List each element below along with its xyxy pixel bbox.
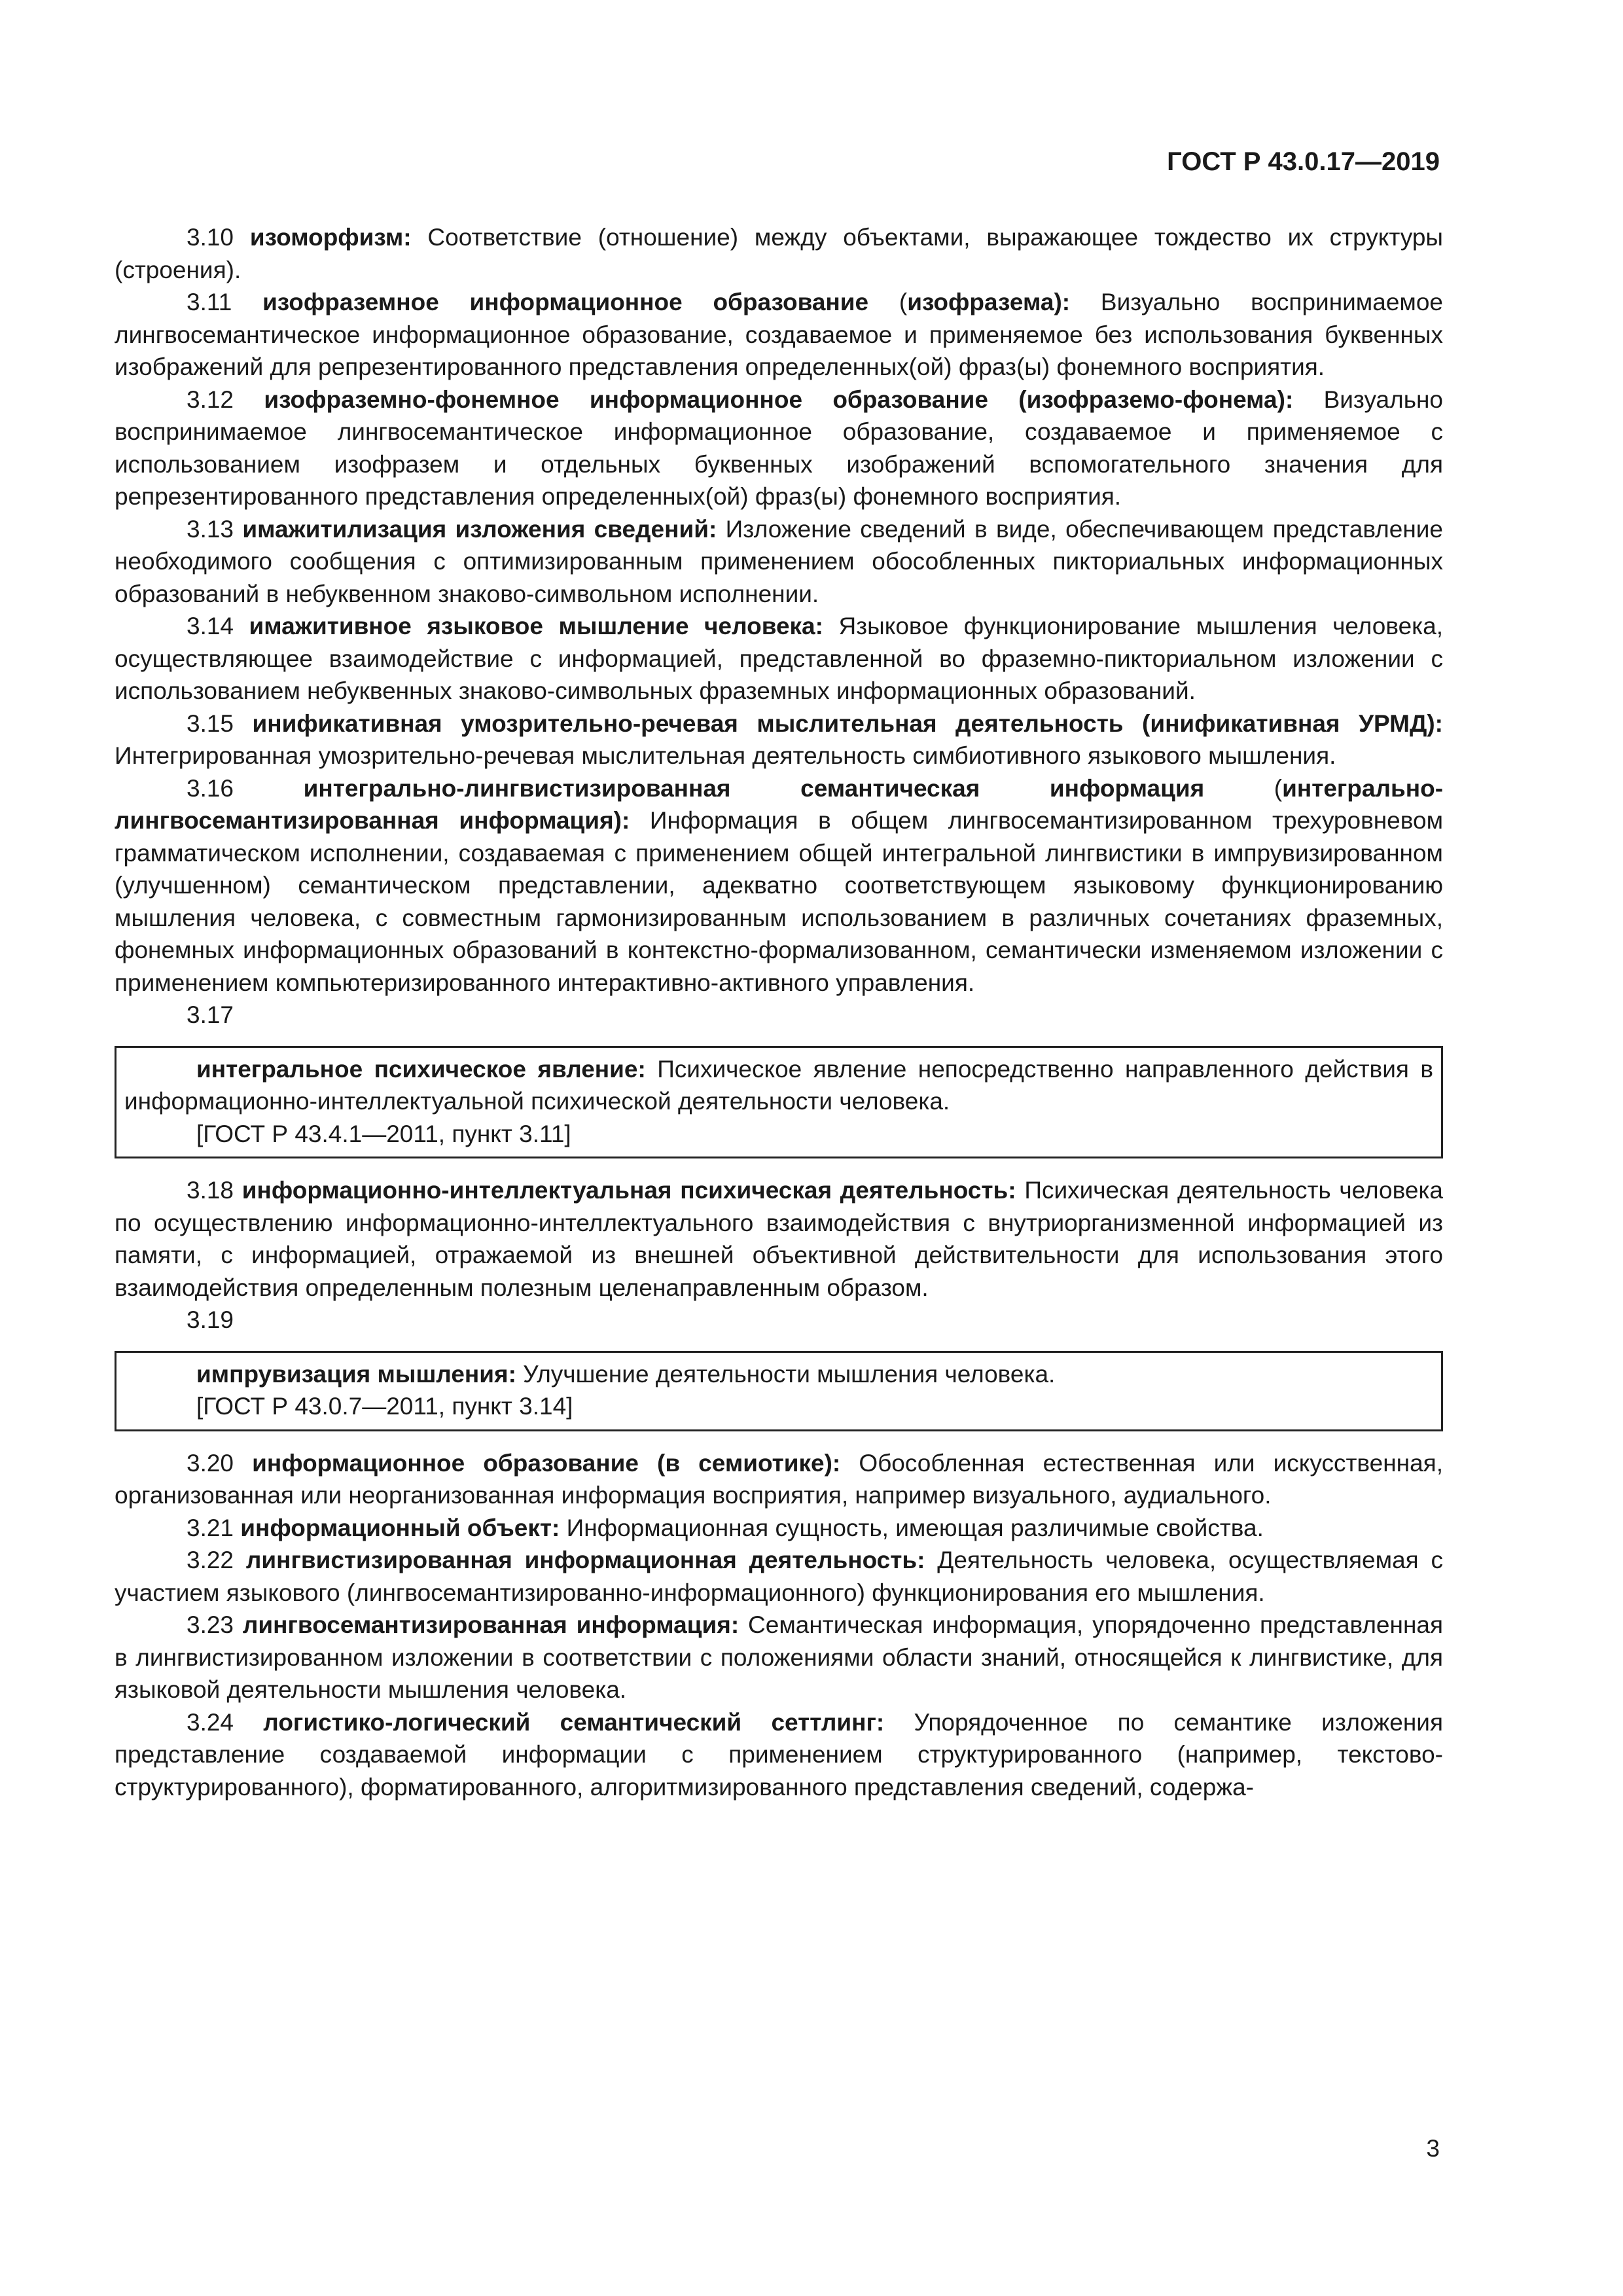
quoted-definition-box-3-17 — [115, 1046, 1443, 1159]
entry-definition: Информация в общем лингвосемантизированном трехуровневом грамматическом исполнении, создаваемая с применением общей интегральной лингвистики в импрувизированном (улучшенном) семантическом представлении, адекватно соответствующем языковому функционированию мышления человека, с совместным гармонизированным использованием в различных сочетаниях фраземных, фонемных информационных образований в контекстно-формализованном, семантически изменяемом изложении с применением компьютеризированного интерактивно-активного управления. — [115, 807, 1444, 996]
entry-3-11 — [115, 286, 1443, 384]
entry-definition: Интегрированная умозрительно-речевая мыслительная деятельность симбиотивного языкового мышления. — [115, 742, 1336, 769]
entry-definition: Психическое явление непосредственно направленного действия в информационно-интеллектуальной психической деятельности человека. — [124, 1055, 1433, 1115]
entry-term-separator: ( — [1204, 774, 1283, 802]
entry-3-21 — [115, 1512, 1443, 1545]
entry-term: лингвистизированная информационная деятельность: — [245, 1547, 925, 1573]
entry-number: 3.24 — [187, 1708, 234, 1736]
entry-term: изофраземное информационное образование — [262, 289, 869, 315]
entry-number: 3.16 — [187, 774, 234, 802]
entry-definition: Визуально воспринимаемое лингвосемантическое информационное образование, создаваемое и применяемое без использования буквенных изображений для репрезентированного представления определенных(ой) фраз(ы) фонемного восприятия. — [115, 289, 1443, 380]
entry-term: информационный объект: — [240, 1514, 560, 1541]
entry-term: информационно-интеллектуальная психическая деятельность: — [241, 1177, 1016, 1204]
entry-3-19-number: 3.19 — [187, 1306, 234, 1333]
entry-definition: Информационная сущность, имеющая различимые свойства. — [560, 1514, 1264, 1541]
entry-number: 3.11 — [187, 289, 232, 315]
entry-number: 3.23 — [187, 1611, 234, 1638]
entry-3-17-number: 3.17 — [187, 1001, 234, 1028]
entry-term: изоморфизм: — [249, 224, 412, 251]
entry-term: импрувизация мышления: — [196, 1360, 516, 1388]
entry-definition: Семантическая информация, упорядоченно представленная в лингвистизированном изложении в соответствии с положениями области знаний, относящейся к лингвистике, для языковой деятельности мышления человека. — [115, 1611, 1443, 1703]
entry-3-15 — [115, 708, 1443, 772]
entry-term-short: изофразема): — [907, 289, 1071, 315]
entry-term: изофраземно-фонемное информационное образование (изофраземо-фонема): — [264, 386, 1294, 413]
entry-3-22 — [115, 1544, 1443, 1609]
entry-number: 3.18 — [187, 1177, 234, 1204]
entry-3-18 — [115, 1174, 1443, 1304]
entry-definition: Психическая деятельность человека по осуществлению информационно-интеллектуального взаимодействия с внутриорганизменной информацией из памяти, с информацией, отражаемой из внешней объективной действительности для использования этого взаимодействия определенным полезным целенаправленным образом. — [115, 1177, 1444, 1301]
entry-term: информационное образование (в семиотике): — [252, 1449, 841, 1477]
entry-3-13 — [115, 513, 1443, 611]
document-body — [115, 221, 1443, 1803]
entry-term: логистико-логический семантический сеттлинг: — [263, 1708, 885, 1736]
entry-number: 3.14 — [187, 613, 234, 639]
entry-term: лингвосемантизированная информация: — [242, 1611, 740, 1638]
entry-number: 3.12 — [187, 386, 234, 413]
entry-3-24 — [115, 1706, 1443, 1804]
entry-definition: Соответствие (отношение) между объектами, выражающее тождество их структуры (строения). — [115, 224, 1443, 283]
entry-definition: Улучшение деятельности мышления человека. — [516, 1360, 1056, 1388]
entry-term: имажитилизация изложения сведений: — [242, 515, 717, 543]
entry-number: 3.13 — [187, 515, 234, 543]
entry-definition: Изложение сведений в виде, обеспечивающем представление необходимого сообщения с оптимизированным применением обособленных пикториальных информационных образований в небуквенном знаково-символьном исполнении. — [115, 515, 1443, 607]
entry-term: инификативная умозрительно-речевая мыслительная деятельность (инификативная УРМД): — [252, 709, 1443, 737]
source-reference: [ГОСТ Р 43.4.1—2011, пункт 3.11] — [196, 1120, 571, 1147]
entry-term: имажитивное языковое мышление человека: — [249, 613, 823, 639]
entry-term-separator: ( — [868, 289, 908, 315]
entry-definition: Языковое функционирование мышления человека, осуществляющее взаимодействие с информацией, представленной во фраземно-пикториальном изложении с использованием небуквенных знаково-символьных фраземных информационных образований. — [115, 613, 1444, 704]
entry-3-10 — [115, 221, 1443, 286]
entry-number: 3.10 — [187, 224, 234, 251]
entry-3-17 — [124, 1053, 1433, 1118]
source-reference: [ГОСТ Р 43.0.7—2011, пункт 3.14] — [196, 1393, 573, 1420]
entry-definition: Деятельность человека, осуществляемая с участием языкового (лингвосемантизированно-информационного) функционирования его мышления. — [115, 1547, 1444, 1606]
entry-3-23 — [115, 1609, 1443, 1706]
quoted-definition-box-3-19 — [115, 1351, 1443, 1431]
entry-definition: Обособленная естественная или искусственная, организованная или неорганизованная информация восприятия, например визуального, аудиального. — [115, 1449, 1444, 1509]
entry-number: 3.20 — [187, 1449, 234, 1477]
entry-term: интегральное психическое явление: — [196, 1055, 646, 1083]
entry-number: 3.21 — [187, 1514, 234, 1541]
entry-3-12 — [115, 384, 1443, 513]
entry-term: интегрально-лингвистизированная семантическая информация — [303, 774, 1205, 802]
entry-3-16 — [115, 772, 1443, 999]
entry-definition: Визуально воспринимаемое лингвосемантическое информационное образование, создаваемое и применяемое с использованием изофразем и отдельных буквенных изображений вспомогательного значения для репрезентированного представления определенных(ой) фраз(ы) фонемного восприятия. — [115, 386, 1443, 510]
entry-term-short: интегрально-лингвосемантизированная информация): — [115, 774, 1444, 834]
entry-3-19 — [124, 1358, 1433, 1391]
page-number: 3 — [1426, 2135, 1440, 2162]
entry-number: 3.15 — [187, 709, 234, 737]
standard-header: ГОСТ Р 43.0.17—2019 — [1167, 147, 1440, 176]
entry-number: 3.22 — [187, 1547, 234, 1573]
entry-3-14 — [115, 610, 1443, 708]
entry-definition: Упорядоченное по семантике изложения представление создаваемой информации с применением структурированного (например, текстово-структурированного), форматированного, алгоритмизированного представления сведений, содержа- — [115, 1708, 1443, 1801]
entry-3-20 — [115, 1447, 1443, 1512]
